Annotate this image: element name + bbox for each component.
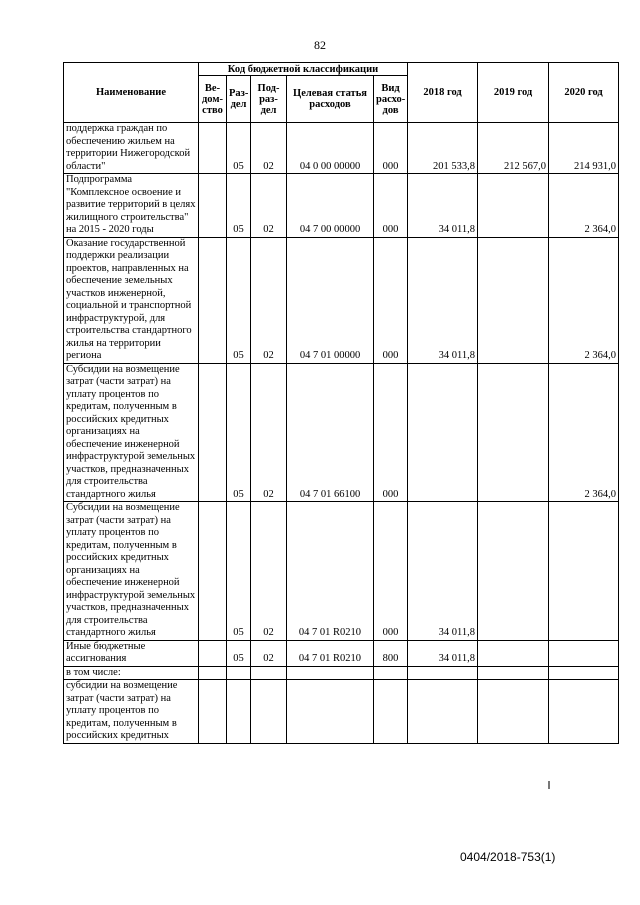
row-target: 04 7 00 00000 [287, 174, 374, 238]
header-razdel: Раз-дел [227, 76, 251, 123]
row-2018: 34 011,8 [408, 237, 478, 363]
row-2018 [408, 363, 478, 502]
row-razdel: 05 [227, 123, 251, 174]
row-target: 04 7 01 00000 [287, 237, 374, 363]
row-razdel: 05 [227, 237, 251, 363]
row-vedomstvo [199, 363, 227, 502]
header-podrazdel: Под-раз-дел [251, 76, 287, 123]
row-2020: 2 364,0 [549, 237, 619, 363]
row-vedomstvo [199, 237, 227, 363]
row-vedomstvo [199, 640, 227, 666]
row-vedomstvo [199, 174, 227, 238]
table-row [64, 174, 619, 238]
table-row [64, 680, 619, 744]
row-2018 [408, 680, 478, 744]
row-vid [374, 666, 408, 680]
table-row [64, 640, 619, 666]
row-podrazdel: 02 [251, 174, 287, 238]
row-target [287, 680, 374, 744]
row-razdel: 05 [227, 502, 251, 641]
row-vedomstvo [199, 680, 227, 744]
row-name: Субсидии на возмещение затрат (части затрат) на уплату процентов по кредитам, полученным в российских кредитных организациях на обеспечение инженерной инфраструктурой земельных участков, предназначенных для строительства стандартного жилья [64, 502, 199, 641]
row-2019 [478, 363, 549, 502]
row-2020: 2 364,0 [549, 174, 619, 238]
table-row [64, 666, 619, 680]
header-2020: 2020 год [549, 63, 619, 123]
row-podrazdel: 02 [251, 123, 287, 174]
table-row [64, 363, 619, 502]
header-2019: 2019 год [478, 63, 549, 123]
row-2019 [478, 666, 549, 680]
row-2019 [478, 502, 549, 641]
row-podrazdel [251, 680, 287, 744]
row-target: 04 7 01 R0210 [287, 502, 374, 641]
scan-mark [548, 781, 550, 789]
row-2019 [478, 640, 549, 666]
row-2020: 2 364,0 [549, 363, 619, 502]
header-vedomstvo: Ве-дом-ство [199, 76, 227, 123]
header-target: Целевая статья расходов [287, 76, 374, 123]
header-classification-group: Код бюджетной классификации [199, 63, 408, 76]
row-target: 04 7 01 R0210 [287, 640, 374, 666]
row-podrazdel: 02 [251, 502, 287, 641]
row-2019 [478, 237, 549, 363]
row-name: субсидии на возмещение затрат (части затрат) на уплату процентов по кредитам, полученным в российских кредитных [64, 680, 199, 744]
row-target: 04 0 00 00000 [287, 123, 374, 174]
row-name: Иные бюджетные ассигнования [64, 640, 199, 666]
row-podrazdel [251, 666, 287, 680]
row-target: 04 7 01 66100 [287, 363, 374, 502]
row-vid: 800 [374, 640, 408, 666]
row-2020 [549, 666, 619, 680]
header-name: Наименование [64, 63, 199, 123]
row-podrazdel: 02 [251, 363, 287, 502]
row-vedomstvo [199, 502, 227, 641]
row-podrazdel: 02 [251, 640, 287, 666]
row-2018: 34 011,8 [408, 174, 478, 238]
row-2019: 212 567,0 [478, 123, 549, 174]
row-vid: 000 [374, 363, 408, 502]
header-2018: 2018 год [408, 63, 478, 123]
row-vid: 000 [374, 237, 408, 363]
row-razdel: 05 [227, 363, 251, 502]
row-2020 [549, 680, 619, 744]
table-row [64, 237, 619, 363]
row-2019 [478, 680, 549, 744]
row-target [287, 666, 374, 680]
table-row [64, 502, 619, 641]
page-number: 82 [314, 38, 326, 52]
row-razdel [227, 680, 251, 744]
table-row [64, 123, 619, 174]
row-name: в том числе: [64, 666, 199, 680]
row-vid [374, 680, 408, 744]
row-name: Оказание государственной поддержки реализации проектов, направленных на обеспечение земельных участков инженерной, социальной и транспортной инфраструктурой, для строительства стандартного жилья на территории региона [64, 237, 199, 363]
row-2018: 201 533,8 [408, 123, 478, 174]
row-vedomstvo [199, 666, 227, 680]
document-code: 0404/2018-753(1) [460, 850, 556, 864]
row-vid: 000 [374, 123, 408, 174]
row-vedomstvo [199, 123, 227, 174]
row-2020: 214 931,0 [549, 123, 619, 174]
row-2019 [478, 174, 549, 238]
row-2018 [408, 666, 478, 680]
row-name: Подпрограмма "Комплексное освоение и развитие территорий в целях жилищного строительства" на 2015 - 2020 годы [64, 174, 199, 238]
row-razdel [227, 666, 251, 680]
budget-table [63, 62, 619, 744]
row-2018: 34 011,8 [408, 502, 478, 641]
row-vid: 000 [374, 174, 408, 238]
row-2020 [549, 502, 619, 641]
row-name: Субсидии на возмещение затрат (части затрат) на уплату процентов по кредитам, полученным в российских кредитных организациях на обеспечение инженерной инфраструктурой земельных участков, предназначенных для строительства стандартного жилья [64, 363, 199, 502]
row-vid: 000 [374, 502, 408, 641]
header-vid: Вид расхо-дов [374, 76, 408, 123]
row-razdel: 05 [227, 640, 251, 666]
row-name: поддержка граждан по обеспечению жильем на территории Нижегородской области" [64, 123, 199, 174]
row-razdel: 05 [227, 174, 251, 238]
row-2018: 34 011,8 [408, 640, 478, 666]
row-2020 [549, 640, 619, 666]
row-podrazdel: 02 [251, 237, 287, 363]
